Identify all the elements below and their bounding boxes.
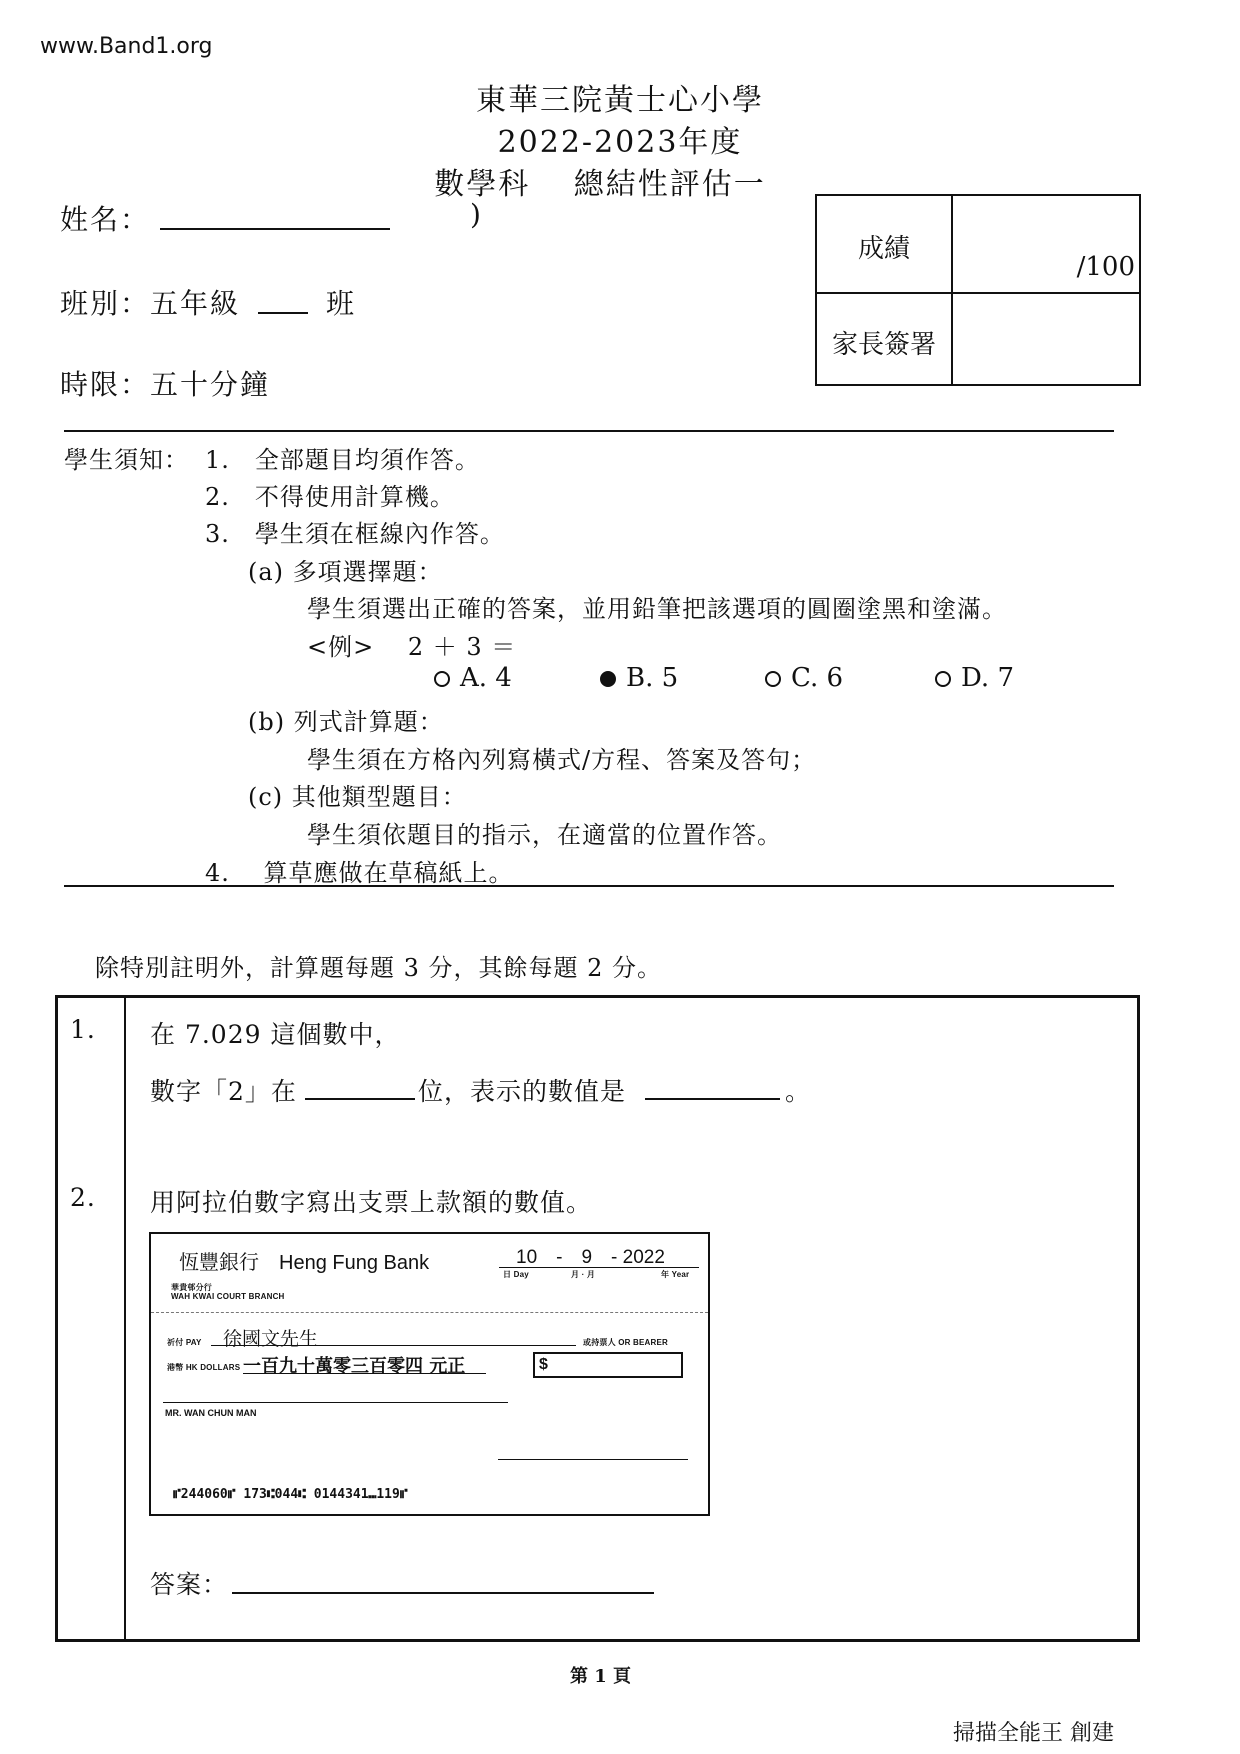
- cheque-amount-box: [533, 1352, 683, 1378]
- signature-label: 家長簽署: [831, 330, 936, 360]
- example-question: <例> 2 ＋ 3 ＝: [307, 633, 517, 661]
- instruction-3b: (b) 列式計算題：: [248, 708, 444, 736]
- scanner-credit: 掃描全能王 創建: [953, 1721, 1114, 1746]
- cheque-amount-words: 一百九十萬零三百零四 元正: [243, 1356, 466, 1377]
- instruction-3a-detail: 學生須選出正確的答案，並用鉛筆把該選項的圓圈塗黑和塗滿。: [307, 595, 1007, 623]
- q2-answer-field[interactable]: [232, 1592, 654, 1594]
- cheque-branch-cn: 華貴邨分行: [171, 1283, 212, 1292]
- cheque-image: [149, 1232, 710, 1516]
- cheque-micr: ⑈244060⑈ 173⑆044⑆ 0144341⑉119⑈: [173, 1487, 408, 1502]
- watermark-text: www.Band1.org: [40, 34, 213, 59]
- cheque-branch-en: WAH KWAI COURT BRANCH: [171, 1292, 285, 1301]
- circle-empty-icon: [765, 671, 781, 687]
- marking-note: 除特別註明外，計算題每題 3 分，其餘每題 2 分。: [95, 954, 663, 982]
- divider-top: [64, 430, 1114, 432]
- q1-prompt-b: 位，表示的數值是: [418, 1077, 627, 1106]
- class-suffix: 班: [326, 287, 357, 320]
- cheque-date-month: 月 · 月: [571, 1270, 596, 1279]
- q2-number: 2.: [70, 1183, 96, 1212]
- score-total: /100: [1076, 252, 1135, 282]
- cheque-payee: 徐國文先生: [223, 1328, 319, 1350]
- cheque-bank-name: 恆豐銀行 Heng Fung Bank: [179, 1252, 430, 1274]
- q2-text: 用阿拉伯數字寫出支票上款額的數值。: [150, 1188, 593, 1217]
- school-year: 2022-2023年度: [497, 125, 743, 160]
- score-box: [815, 194, 1141, 386]
- score-label: 成績: [857, 234, 910, 264]
- q1-prompt-end: 。: [785, 1077, 812, 1106]
- name-field[interactable]: [160, 228, 390, 230]
- cheque-signature-line: [498, 1459, 688, 1460]
- class-label: 班別：五年級: [60, 287, 241, 320]
- cheque-pay-line: [211, 1345, 576, 1346]
- exam-title: 數學科 總結性評估一: [434, 167, 766, 202]
- instruction-2: 2. 不得使用計算機。: [205, 483, 455, 511]
- instruction-3a: (a) 多項選擇題：: [248, 558, 443, 586]
- cheque-pay-label: 祈付 PAY: [167, 1338, 202, 1347]
- circle-empty-icon: [434, 671, 450, 687]
- instruction-3c-detail: 學生須依題目的指示，在適當的位置作答。: [307, 821, 782, 849]
- q1-text: 在 7.029 這個數中，: [150, 1020, 401, 1049]
- instruction-3: 3. 學生須在框線內作答。: [205, 520, 505, 548]
- cheque-date-year: 年 Year: [661, 1270, 690, 1279]
- instruction-4: 4. 算草應做在草稿紙上。: [205, 859, 514, 887]
- cheque-dollars-label: 港幣 HK DOLLARS: [167, 1363, 241, 1372]
- signature-field[interactable]: [953, 294, 1139, 384]
- cheque-perforation: [151, 1312, 708, 1313]
- divider-bottom: [64, 885, 1114, 887]
- cheque-date-day: 日 Day: [503, 1270, 529, 1279]
- dollar-sign-icon: $: [539, 1356, 548, 1373]
- cheque-date-underline: [499, 1267, 699, 1268]
- instruction-1: 1. 全部題目均須作答。: [205, 446, 480, 474]
- time-label: 時限：五十分鐘: [60, 368, 271, 401]
- circle-empty-icon: [935, 671, 951, 687]
- circle-filled-icon: [600, 671, 616, 687]
- cheque-bearer: 或持票人 OR BEARER: [583, 1338, 669, 1347]
- name-label: 姓名：: [60, 203, 151, 236]
- example-option-b: B. 5: [600, 663, 678, 693]
- class-field[interactable]: [258, 312, 308, 314]
- instruction-3b-detail: 學生須在方格內列寫橫式/方程、答案及答句；: [307, 746, 817, 774]
- instruction-3c: (c) 其他類型題目：: [248, 783, 467, 811]
- cheque-date: 10 - 9 - 2022: [516, 1247, 665, 1268]
- q1-place-field[interactable]: [305, 1098, 415, 1100]
- q1-value-field[interactable]: [645, 1098, 780, 1100]
- q1-prompt-a: 數字「2」在: [150, 1077, 297, 1106]
- q1-number: 1.: [70, 1015, 96, 1044]
- cheque-account-name: MR. WAN CHUN MAN: [165, 1408, 257, 1418]
- instructions-heading: 學生須知：: [64, 446, 189, 474]
- cheque-account-line: [163, 1402, 508, 1403]
- page-number: 第 1 頁: [570, 1666, 632, 1687]
- example-option-d: D. 7: [935, 663, 1014, 693]
- score-field[interactable]: [953, 196, 1139, 290]
- cheque-amount-line: [243, 1373, 486, 1374]
- paren-close: ): [470, 198, 483, 231]
- example-option-a: A. 4: [434, 663, 512, 693]
- example-option-c: C. 6: [765, 663, 843, 693]
- answer-label: 答案：: [150, 1570, 229, 1599]
- school-name: 東華三院黃士心小學: [476, 83, 764, 118]
